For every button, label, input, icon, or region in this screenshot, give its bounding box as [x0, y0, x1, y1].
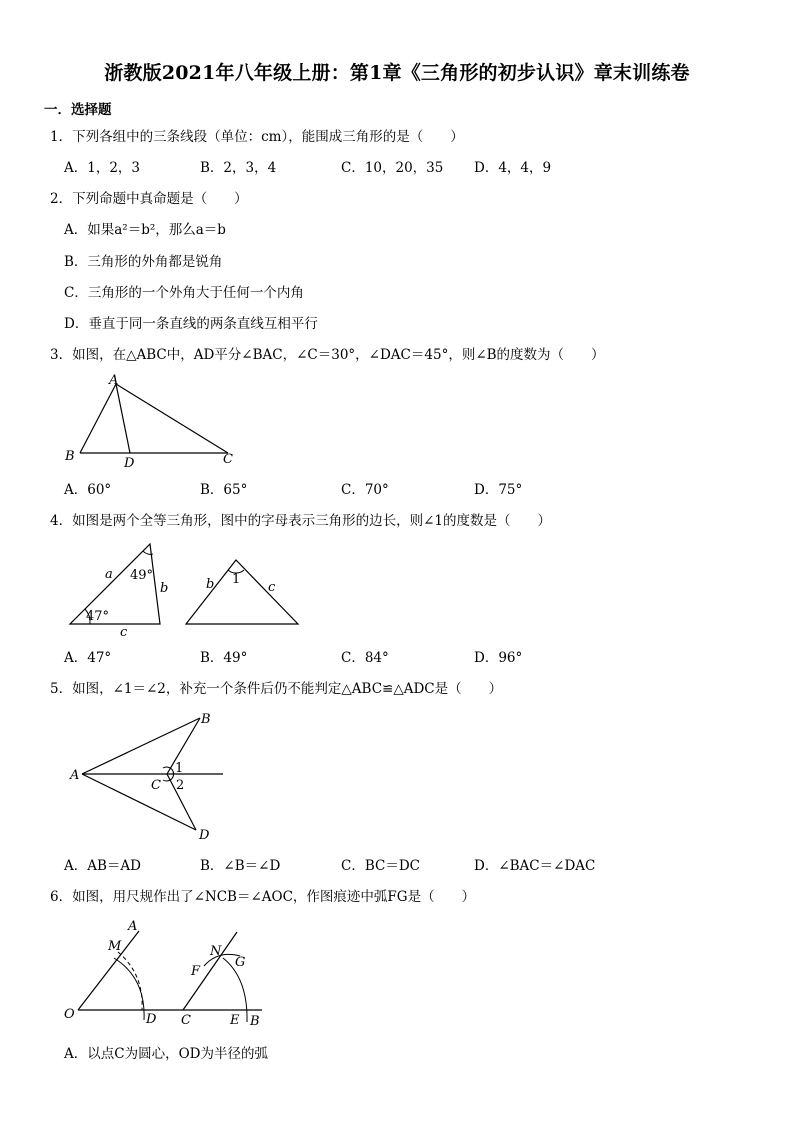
section-heading: 一．选择题 [44, 102, 112, 118]
label-a: A [128, 919, 138, 934]
option-c: C．70° [341, 482, 389, 498]
option-c: C．10，20，35 [341, 160, 444, 176]
label-c: C [223, 452, 233, 467]
label-angle-1: 1 [175, 761, 184, 776]
question-6-figure [60, 912, 275, 1034]
label-d: D [199, 828, 210, 843]
left-side-a: a [105, 567, 113, 582]
question-3-figure [60, 370, 250, 470]
page-title: 浙教版2021年八年级上册：第1章《三角形的初步认识》章末训练卷 [104, 62, 690, 84]
label-o: O [64, 1007, 75, 1022]
label-d: D [124, 456, 135, 470]
question-6-stem: 6．如图，用尺规作出了∠NCB＝∠AOC，作图痕迹中弧FG是（ ） [50, 889, 476, 905]
option-d: D．96° [474, 650, 523, 666]
label-c: C [151, 778, 161, 793]
label-a: A [70, 768, 80, 783]
left-angle-49: 49° [130, 568, 154, 583]
option-c: C．BC＝DC [341, 858, 420, 874]
option-a: A．47° [64, 650, 112, 666]
question-5-stem: 5．如图，∠1＝∠2，补充一个条件后仍不能判定△ABC≌△ADC是（ ） [50, 681, 503, 697]
option-b: B．65° [200, 482, 248, 498]
option-b: B．2，3，4 [200, 160, 277, 176]
option-a: A．1，2，3 [64, 160, 141, 176]
option-a: A．60° [64, 482, 112, 498]
label-f: F [191, 964, 201, 979]
left-angle-47: 47° [86, 609, 110, 624]
right-side-c: c [268, 580, 276, 595]
left-side-b: b [160, 581, 169, 596]
left-side-c: c [120, 625, 128, 640]
label-m: M [108, 939, 122, 954]
label-angle-2: 2 [176, 778, 185, 793]
question-2-option-c: C．三角形的一个外角大于任何一个内角 [64, 285, 304, 301]
option-b: B．∠B＝∠D [200, 858, 281, 874]
label-c: C [181, 1013, 191, 1028]
label-b: B [65, 449, 75, 464]
label-d: D [146, 1012, 157, 1027]
question-2-option-b: B．三角形的外角都是锐角 [64, 254, 223, 270]
question-3-stem: 3．如图，在△ABC中，AD平分∠BAC，∠C＝30°，∠DAC＝45°，则∠B的度数为（ ） [50, 347, 605, 363]
label-b: B [250, 1014, 260, 1029]
question-2-option-a: A．如果a²＝b²，那么a＝b [64, 222, 226, 238]
right-angle-1: 1 [232, 572, 241, 587]
label-g: G [235, 955, 246, 970]
question-6-option-a: A．以点C为圆心，OD为半径的弧 [64, 1046, 268, 1062]
option-c: C．84° [341, 650, 389, 666]
question-2-option-d: D．垂直于同一条直线的两条直线互相平行 [64, 316, 318, 332]
label-e: E [230, 1013, 240, 1028]
label-b: B [201, 712, 211, 727]
question-5-figure [60, 706, 240, 844]
question-1-stem: 1．下列各组中的三条线段（单位：cm），能围成三角形的是（ ） [50, 129, 464, 145]
option-d: D．∠BAC＝∠DAC [474, 858, 596, 874]
question-2-stem: 2．下列命题中真命题是（ ） [50, 191, 248, 207]
option-a: A．AB＝AD [64, 858, 141, 874]
option-b: B．49° [200, 650, 248, 666]
label-a: A [109, 373, 119, 388]
label-n: N [210, 944, 222, 959]
question-4-stem: 4．如图是两个全等三角形，图中的字母表示三角形的边长，则∠1的度数是（ ） [50, 513, 551, 529]
right-side-b: b [206, 577, 215, 592]
option-d: D．4，4，9 [474, 160, 552, 176]
question-4-figure [60, 536, 310, 640]
option-d: D．75° [474, 482, 523, 498]
